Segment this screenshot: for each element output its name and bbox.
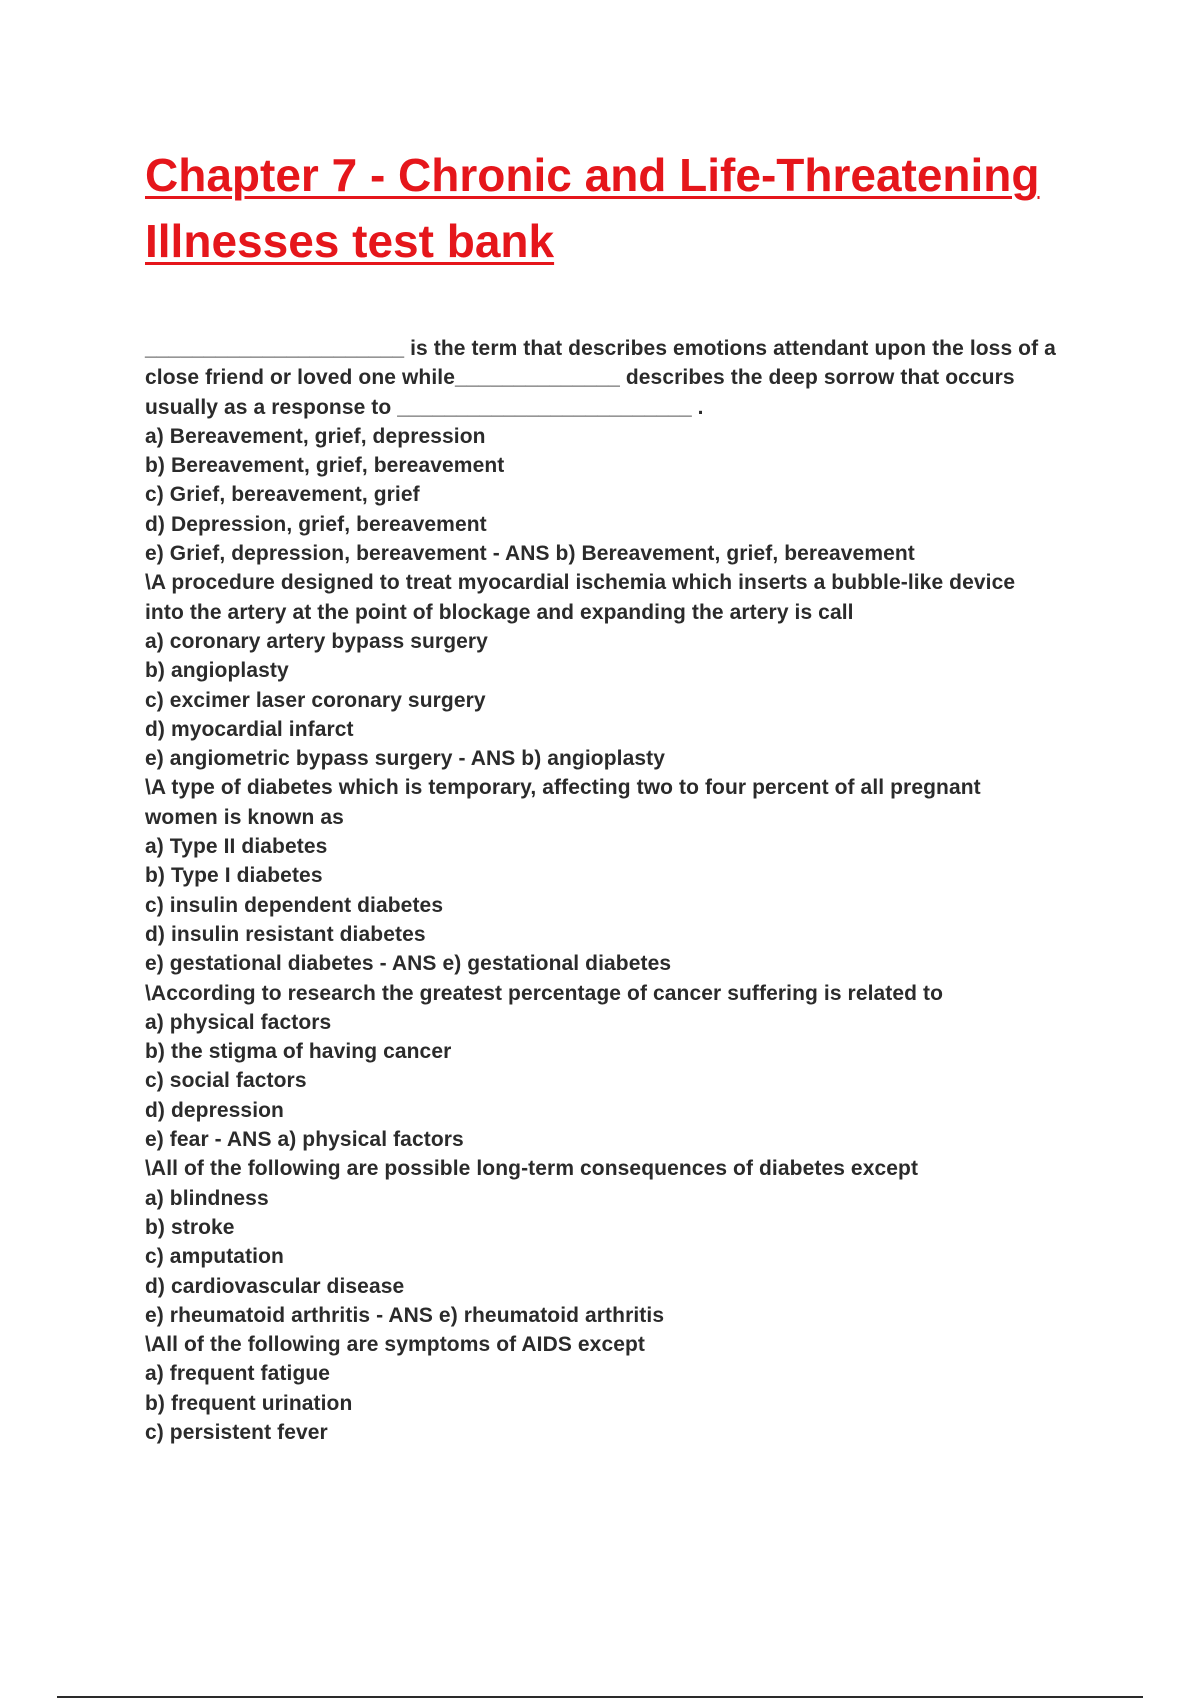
- text-line: d) myocardial infarct: [145, 717, 354, 741]
- text-line: a) Bereavement, grief, depression: [145, 424, 486, 448]
- text-line: c) insulin dependent diabetes: [145, 893, 444, 917]
- text-line: a) blindness: [145, 1186, 269, 1210]
- text-line: \A type of diabetes which is temporary, affecting two to four percent of all pregnant: [145, 776, 981, 800]
- footer-rule: [57, 1696, 1143, 1698]
- text-line: \All of the following are possible long-term consequences of diabetes except: [145, 1157, 919, 1181]
- text-line: c) excimer laser coronary surgery: [145, 688, 486, 712]
- text-line: \According to research the greatest percentage of cancer suffering is related to: [145, 981, 944, 1005]
- text-line: d) Depression, grief, bereavement: [145, 512, 487, 536]
- text-line: b) frequent urination: [145, 1391, 353, 1415]
- text-line: d) cardiovascular disease: [145, 1274, 405, 1298]
- text-line: a) physical factors: [145, 1010, 332, 1034]
- text-line: usually as a response to _________________________ .: [145, 395, 704, 419]
- text-line: c) amputation: [145, 1245, 284, 1269]
- text-line: d) depression: [145, 1098, 284, 1122]
- text-line: b) stroke: [145, 1215, 235, 1239]
- text-line: a) coronary artery bypass surgery: [145, 629, 488, 653]
- text-line: c) social factors: [145, 1069, 307, 1093]
- text-line: into the artery at the point of blockage and expanding the artery is call: [145, 600, 854, 624]
- text-line: c) persistent fever: [145, 1420, 328, 1444]
- text-line: b) the stigma of having cancer: [145, 1040, 452, 1064]
- text-line: \A procedure designed to treat myocardial ischemia which inserts a bubble-like device: [145, 571, 1016, 595]
- text-line: ______________________ is the term that describes emotions attendant upon the loss of a: [145, 337, 1056, 360]
- text-line: d) insulin resistant diabetes: [145, 922, 426, 946]
- text-line: e) fear - ANS a) physical factors: [145, 1128, 464, 1152]
- text-line: b) Bereavement, grief, bereavement: [145, 454, 505, 478]
- text-line: a) frequent fatigue: [145, 1362, 331, 1386]
- text-line: a) Type II diabetes: [145, 835, 328, 859]
- text-line: \All of the following are symptoms of AIDS except: [145, 1333, 646, 1357]
- text-line: b) Type I diabetes: [145, 864, 323, 888]
- text-line: e) Grief, depression, bereavement - ANS b) Bereavement, grief, bereavement: [145, 542, 915, 566]
- text-line: b) angioplasty: [145, 659, 289, 683]
- text-line: e) angiometric bypass surgery - ANS b) angioplasty: [145, 747, 666, 771]
- text-line: e) rheumatoid arthritis - ANS e) rheumatoid arthritis: [145, 1303, 665, 1327]
- text-line: women is known as: [145, 805, 344, 829]
- text-line: e) gestational diabetes - ANS e) gestational diabetes: [145, 952, 672, 976]
- text-line: close friend or loved one while______________ describes the deep sorrow that occurs: [145, 366, 1015, 390]
- text-line: c) Grief, bereavement, grief: [145, 483, 420, 507]
- document-body: [145, 334, 1085, 1447]
- document-title: Chapter 7 - Chronic and Life-Threatening Illnesses test bank: [145, 149, 1040, 267]
